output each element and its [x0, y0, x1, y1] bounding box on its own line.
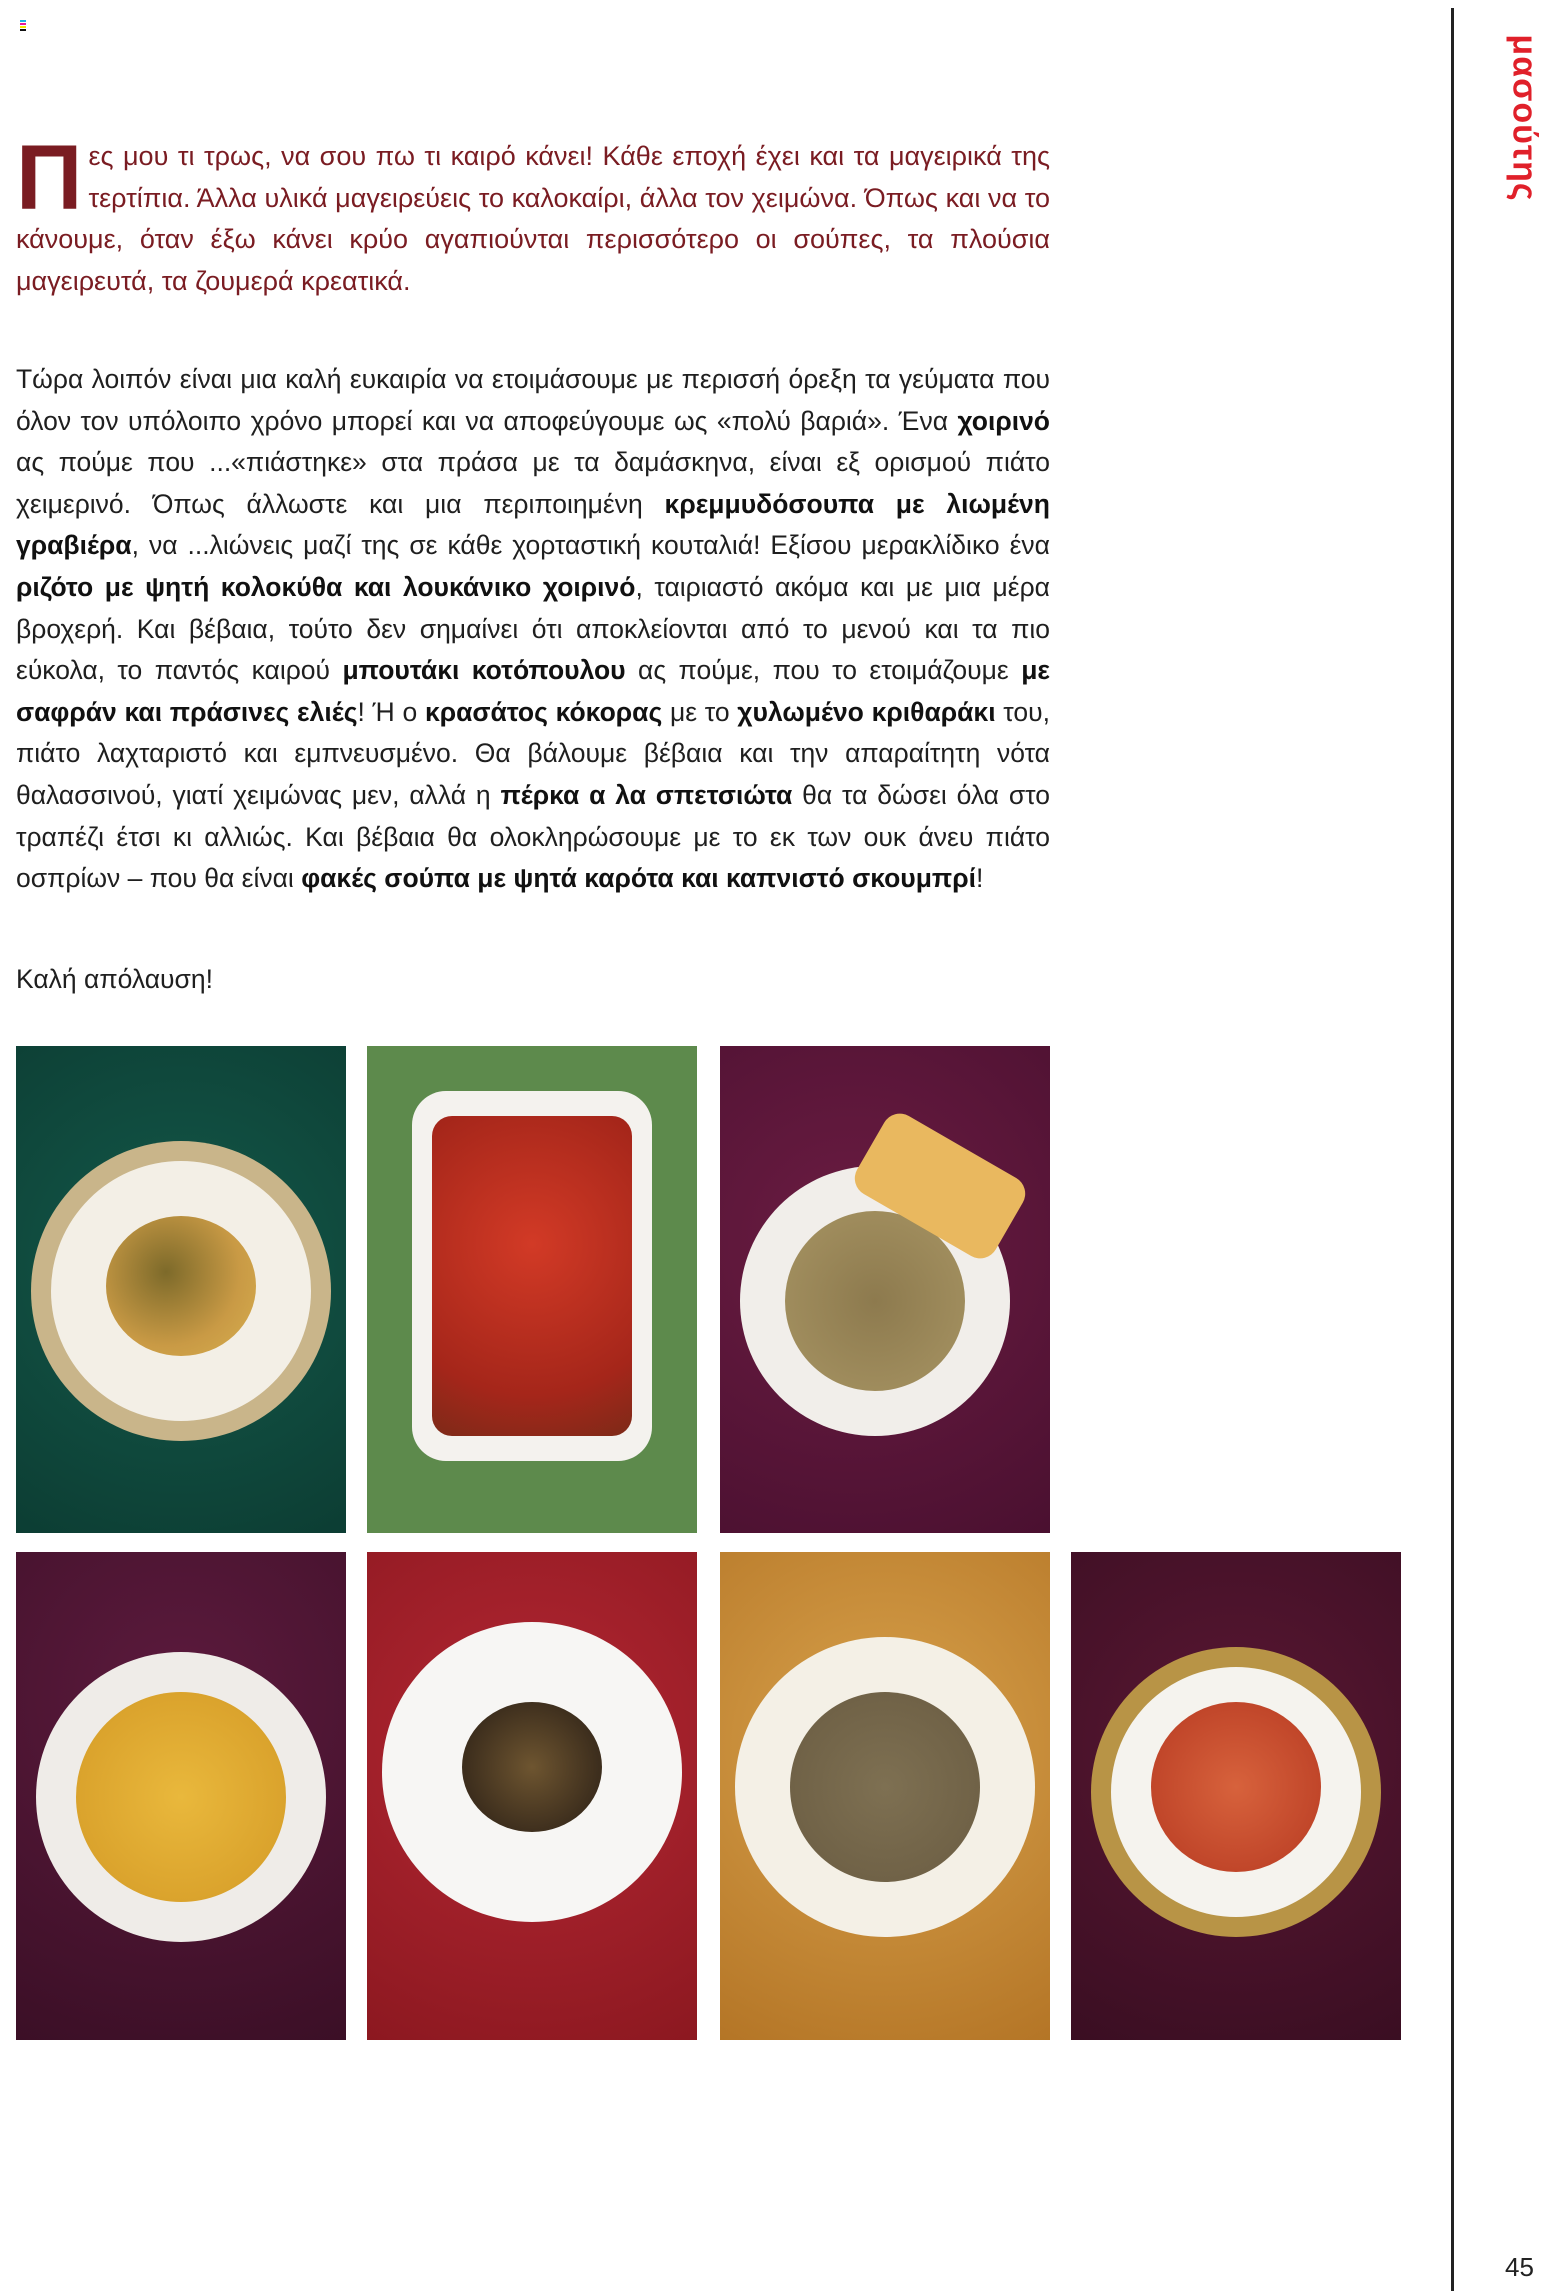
body-paragraph [16, 359, 1050, 900]
body-text: του, πιάτο λαχταριστό και εμπνευσμένο. Θα βάλουμε βέβαια και την απαραίτητη νότα θαλασσινού, γιατί χειμώνας μεν, αλλά η [16, 696, 1050, 810]
body-text: , να ...λιώνεις μαζί της σε κάθε χορταστική κουταλιά! Εξίσου μερακλίδικο ένα [131, 530, 1050, 561]
photo-chicken-saffron [367, 1552, 697, 2040]
dish-name: χυλωμένο κριθαράκι [737, 696, 996, 727]
body-text: , ταιριαστό ακόμα και με μια μέρα βροχερή. Και βέβαια, τούτο δεν σημαίνει ότι αποκλείονται από το μενού και τα πιο εύκολα, το παντός καιρού [16, 571, 1050, 686]
body-text: ! [975, 863, 984, 894]
body-text: θα τα δώσει όλα στο τραπέζι έτσι κι αλλιώς. Και βέβαια θα ολοκληρώσουμε με το εκ των ουκ άνευ πιάτο οσπρίων – που θα είναι [16, 779, 1051, 894]
body-text: ! Ή ο [357, 696, 425, 727]
photo-pumpkin-risotto [16, 1552, 346, 2040]
body-text: Τώρα λοιπόν είναι μια καλή ευκαιρία να ετοιμάσουμε με περισσή όρεξη τα γεύματα που όλον τον υπόλοιπο χρόνο μπορεί και να αποφεύγουμε ως «πολύ βαριά». Ένα [16, 364, 1050, 436]
drop-cap: Π [16, 127, 83, 229]
dish-name: ριζότο με ψητή κολοκύθα και λουκάνικο χοιρινό [16, 571, 636, 602]
photo-baked-pork [367, 1046, 697, 1533]
page-divider [1451, 8, 1454, 2291]
photo-onion-soup [720, 1046, 1050, 1533]
body-text: ας πούμε που ...«πιάστηκε» στα πράσα με τα δαμάσκηνα, είναι εξ ορισμού πιάτο χειμερινό. Όπως άλλωστε και μια περιποιημένη [16, 447, 1050, 519]
dish-name: με σαφράν και πράσινες ελιές [16, 655, 1050, 727]
closing-line: Καλή απόλαυση! [16, 964, 213, 994]
dish-name: χοιρινό [957, 405, 1050, 436]
body-text: ας πούμε, που το ετοιμάζουμε [625, 655, 1022, 686]
dish-name: μπουτάκι κοτόπουλου [342, 655, 626, 686]
intro-paragraph [16, 127, 1050, 302]
dish-name: κρασάτος κόκορας [424, 696, 663, 727]
dish-name: πέρκα α λα σπετσιώτα [500, 779, 793, 810]
dish-name: φακές σούπα με ψητά καρότα και καπνιστό σκουμπρί [301, 863, 976, 894]
print-color-marks [20, 20, 26, 32]
page-number: 45 [1505, 2252, 1534, 2282]
dish-name: κρεμμυδόσουπα με λιωμένη γραβιέρα [16, 488, 1050, 561]
photo-rooster-orzo [1071, 1552, 1401, 2040]
photo-perch-soup [720, 1552, 1050, 2040]
brand-logo [1506, 8, 1542, 228]
body-text: με το [662, 696, 738, 727]
photo-chicken-olives [16, 1046, 346, 1533]
intro-text: ες μου τι τρως, να σου πω τι καιρό κάνει! Κάθε εποχή έχει και τα μαγειρικά της τερτίπια. Άλλα υλικά μαγειρεύεις το καλοκαίρι, άλλα τον χειμώνα. Όπως και να το κάνουμε, όταν έξω κάνει κρύο αγαπιούνται περισσότερο οι σούπες, τα πλούσια μαγειρευτά, τα ζουμερά κρεατικά. [16, 141, 1050, 296]
brand-logo-text: μασούτης [1505, 34, 1544, 202]
